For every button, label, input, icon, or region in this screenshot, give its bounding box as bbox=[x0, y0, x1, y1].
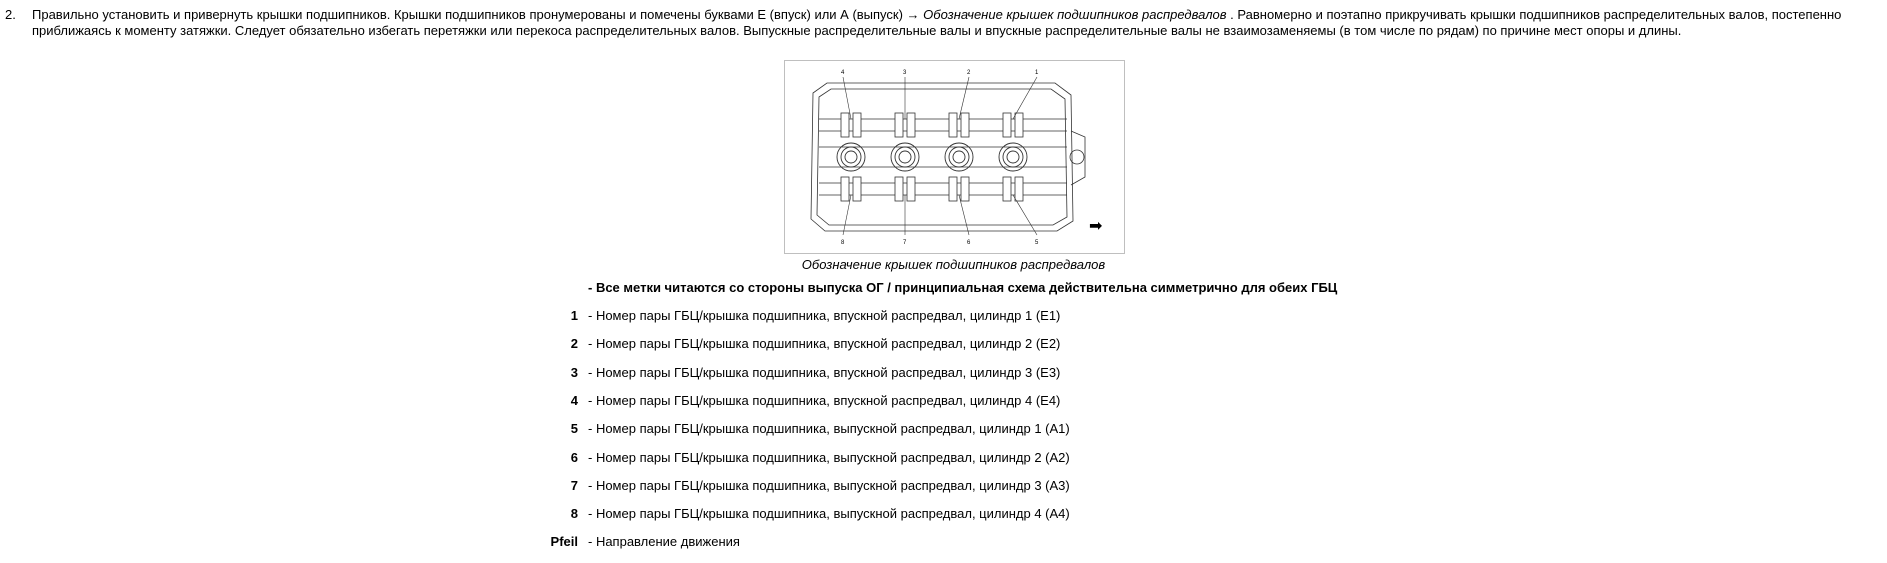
bearing-cap bbox=[841, 113, 849, 137]
bearing-cap bbox=[841, 177, 849, 201]
callout-label: 3 bbox=[903, 70, 907, 76]
callout-line bbox=[1013, 195, 1037, 235]
bearing-cap bbox=[949, 177, 957, 201]
legend-key: 3 bbox=[570, 364, 578, 380]
figure-caption: Обозначение крышек подшипников распредвалов bbox=[801, 257, 1106, 272]
bearing-cap bbox=[961, 177, 969, 201]
bearing-cap bbox=[961, 113, 969, 137]
bearing-cap bbox=[907, 177, 915, 201]
bore-circle bbox=[1007, 151, 1019, 163]
direction-arrow-icon: ➡ bbox=[1089, 216, 1103, 235]
legend-description: - Номер пары ГБЦ/крышка подшипника, выпускной распредвал, цилиндр 3 (A3) bbox=[588, 477, 1070, 493]
bearing-cap bbox=[949, 113, 957, 137]
legend-description: - Направление движения bbox=[588, 534, 740, 550]
step-text-part1: Правильно установить и привернуть крышки подшипников. Крышки подшипников пронумерованы и помечены буквами Е (впуск) или А (выпуск) → bbox=[32, 7, 924, 22]
legend-key: 2 bbox=[570, 336, 578, 352]
bearing-cap bbox=[853, 177, 861, 201]
head-outline bbox=[811, 83, 1073, 231]
bearing-cap bbox=[1015, 113, 1023, 137]
callout-label: 7 bbox=[903, 240, 907, 246]
legend-key: 8 bbox=[570, 506, 578, 522]
bearing-cap bbox=[1003, 113, 1011, 137]
step-text-part2: . Равномерно и поэтапно прикручивать крышки подшипников распределительных валов, постепенно приближаясь к моменту затяжки. Следует обязательно избегать перетяжки или перекоса распределительных валов. Выпускные распределительные валы и впускные распределительные валы не взаимозаменяемы (в том числе по рядам) по причине мест опоры и длины. bbox=[32, 7, 1842, 38]
legend-key: Pfeil bbox=[550, 534, 578, 550]
cylinder-head-diagram bbox=[784, 60, 1125, 254]
bore-circle bbox=[841, 147, 861, 167]
bearing-cap bbox=[853, 113, 861, 137]
legend-description: - Номер пары ГБЦ/крышка подшипника, впускной распредвал, цилиндр 3 (E3) bbox=[588, 364, 1061, 380]
bore-circle bbox=[949, 147, 969, 167]
head-inner-outline bbox=[817, 89, 1067, 225]
bore-circle bbox=[899, 151, 911, 163]
bearing-cap bbox=[1003, 177, 1011, 201]
legend-key: 4 bbox=[570, 392, 578, 408]
legend-description: - Номер пары ГБЦ/крышка подшипника, выпускной распредвал, цилиндр 1 (A1) bbox=[588, 421, 1070, 437]
callout-label: 8 bbox=[841, 240, 845, 246]
legend-description: - Номер пары ГБЦ/крышка подшипника, впускной распредвал, цилиндр 1 (E1) bbox=[588, 308, 1061, 323]
bearing-cap bbox=[1015, 177, 1023, 201]
step-number: 2. bbox=[5, 7, 16, 22]
bore-circle bbox=[953, 151, 965, 163]
bore-circle bbox=[845, 151, 857, 163]
bearing-cap bbox=[895, 177, 903, 201]
legend-description: - Номер пары ГБЦ/крышка подшипника, выпускной распредвал, цилиндр 2 (A2) bbox=[588, 449, 1070, 465]
legend-key: 7 bbox=[570, 477, 578, 493]
legend-description: - Номер пары ГБЦ/крышка подшипника, выпускной распредвал, цилиндр 4 (A4) bbox=[588, 506, 1070, 522]
legend-header-text: - Все метки читаются со стороны выпуска ОГ / принципиальная схема действительна симметрично для обеих ГБЦ bbox=[588, 280, 1338, 295]
legend-key: 5 bbox=[570, 421, 578, 437]
bore-circle bbox=[1003, 147, 1023, 167]
callout-label: 5 bbox=[1035, 240, 1039, 246]
figure-reference-link[interactable]: Обозначение крышек подшипников распредвалов bbox=[923, 7, 1227, 22]
cylinder-head-drawing bbox=[785, 61, 1124, 253]
step-instruction bbox=[32, 7, 1852, 39]
callout-label: 4 bbox=[841, 70, 845, 76]
callout-label: 6 bbox=[967, 240, 971, 246]
callout-label: 1 bbox=[1035, 70, 1039, 76]
callout-label: 2 bbox=[967, 70, 971, 76]
legend-description: - Номер пары ГБЦ/крышка подшипника, впускной распредвал, цилиндр 4 (E4) bbox=[588, 392, 1061, 408]
legend-description: - Номер пары ГБЦ/крышка подшипника, впускной распредвал, цилиндр 2 (E2) bbox=[588, 336, 1061, 352]
bore-circle bbox=[895, 147, 915, 167]
bearing-cap bbox=[895, 113, 903, 137]
legend-key: 1 bbox=[570, 308, 578, 323]
legend-key: 6 bbox=[570, 449, 578, 465]
bearing-cap bbox=[907, 113, 915, 137]
